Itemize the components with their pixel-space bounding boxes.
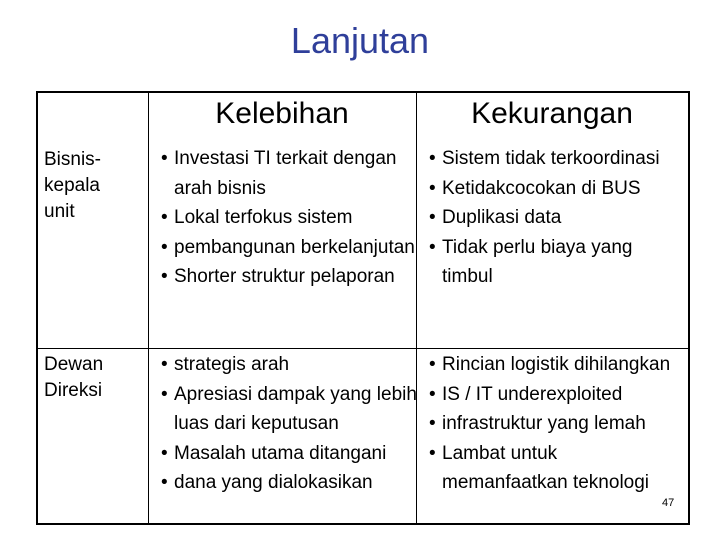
list-item: • Apresiasi dampak yang lebih luas dari keputusan (161, 383, 417, 434)
comparison-table (36, 91, 690, 525)
list-item: • Ketidakcocokan di BUS (429, 177, 641, 199)
list-item: • pembangunan berkelanjutan (161, 236, 415, 258)
slide-title: Lanjutan (290, 20, 430, 61)
list-item: • Lambat untuk memanfaatkan teknologi (429, 442, 650, 493)
list-item: • Tidak perlu biaya yang timbul (429, 236, 633, 287)
list-item: • Lokal terfokus sistem (161, 207, 353, 228)
kekurangan-list (422, 144, 688, 292)
list-item: • Rincian logistik dihilangkan (429, 354, 671, 375)
header-kelebihan: Kelebihan (215, 97, 349, 130)
row-label-bisnis: Bisnis-kepala unit (44, 149, 102, 222)
list-item: • Shorter struktur pelaporan (161, 266, 395, 287)
list-item: • Duplikasi data (429, 207, 562, 228)
page-number: 47 (662, 497, 675, 509)
row-divider (38, 348, 688, 349)
header-kekurangan: Kekurangan (471, 97, 633, 130)
kelebihan-list (154, 144, 416, 292)
list-item: • Masalah utama ditangani (161, 442, 387, 464)
kekurangan-list (422, 350, 688, 498)
row-label-dewan: Dewan Direksi (44, 354, 104, 401)
list-item: • Investasi TI terkait dengan arah bisnis (161, 148, 397, 199)
column-divider (148, 93, 149, 523)
list-item: • Sistem tidak terkoordinasi (429, 148, 660, 169)
list-item: • IS / IT underexploited (429, 383, 623, 405)
list-item: • strategis arah (161, 354, 290, 375)
kelebihan-list (154, 350, 422, 498)
list-item: • dana yang dialokasikan (161, 472, 373, 493)
list-item: • infrastruktur yang lemah (429, 413, 646, 434)
